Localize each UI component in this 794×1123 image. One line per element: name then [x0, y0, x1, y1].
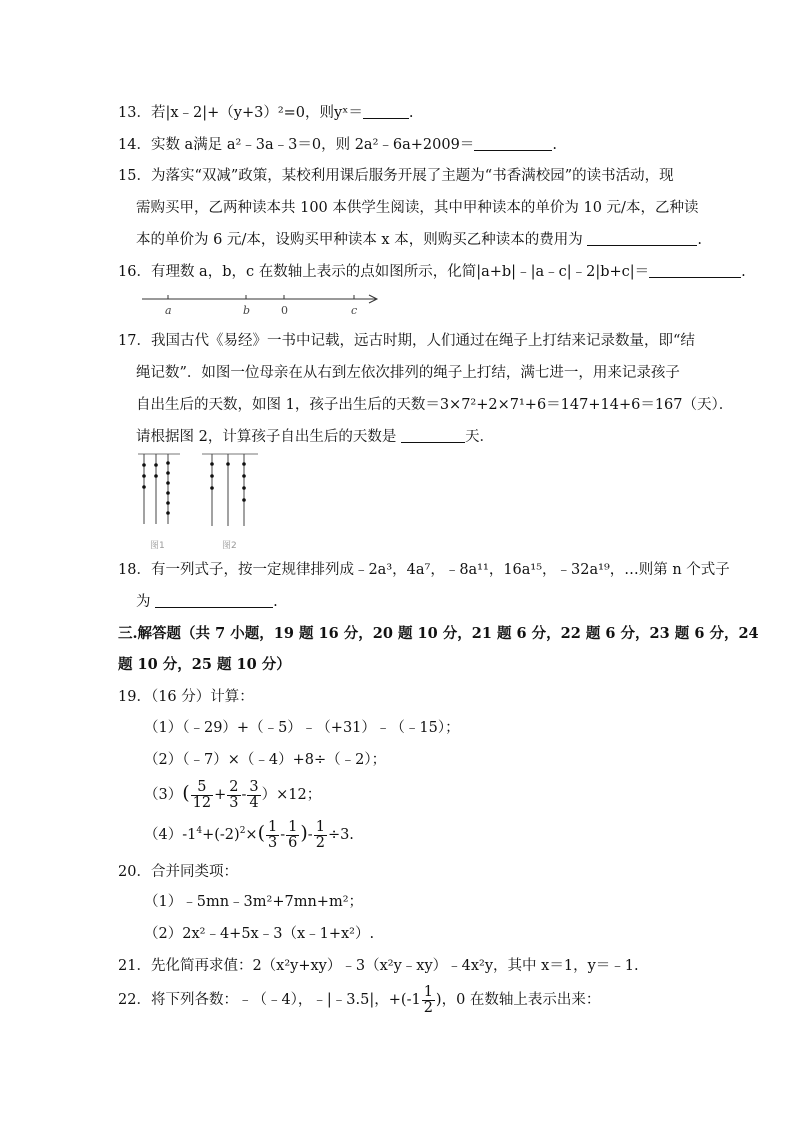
answer-blank[interactable]: [587, 230, 697, 246]
knot: [242, 462, 246, 466]
axis-label-a: a: [165, 304, 172, 317]
question-15-line3: 本的单价为 6 元/本，设购买甲种读本 x 本，则购买乙种读本的费用为 .: [136, 232, 702, 248]
knot: [142, 485, 146, 489]
knot: [166, 471, 170, 475]
question-19: 19．（16 分）计算：: [118, 689, 254, 705]
question-14: 14．实数 a满足 a²﹣3a﹣3＝0，则 2a²﹣6a+2009＝ .: [118, 137, 557, 153]
answer-blank[interactable]: [155, 592, 273, 608]
section-3-heading-line2: 题 10 分，25 题 10 分）: [118, 656, 291, 673]
axis-label-0: 0: [281, 304, 288, 317]
question-20: 20．合并同类项：: [118, 864, 238, 880]
question-17-line4: 请根据图 2，计算孩子自出生后的天数是 天．: [136, 429, 494, 445]
question-18-line2: 为 .: [136, 594, 278, 610]
knot: [242, 474, 246, 478]
question-20-part-2: （2）2x²﹣4+5x﹣3（x﹣1+x²）.: [144, 926, 375, 942]
question-13: 13．若|x﹣2|+（y+3）²=0，则yˣ＝ .: [118, 105, 414, 121]
knot: [166, 481, 170, 485]
number-line-figure: [138, 290, 388, 320]
axis-label-b: b: [243, 304, 251, 317]
knot: [142, 474, 146, 478]
question-17: 17．我国古代《易经》一书中记载，远古时期，人们通过在绳子上打结来记录数量，即“结: [118, 333, 695, 349]
question-15-line2: 需购买甲，乙两种读本共 100 本供学生阅读，其中甲种读本的单价为 10 元/本，乙种读: [136, 200, 699, 216]
question-18: 18．有一列式子，按一定规律排列成﹣2a³，4a⁷，﹣8a¹¹，16a¹⁵，﹣32a¹⁹，…则第 n 个式子: [118, 562, 730, 578]
axis-label-c: c: [351, 304, 358, 317]
question-21: 21．先化简再求值：2（x²y+xy）﹣3（x²y﹣xy）﹣4x²y，其中 x＝1，y＝﹣1.: [118, 958, 639, 974]
question-19-part-1: （1）（﹣29）+（﹣5）﹣（+31）﹣（﹣15）；: [144, 720, 460, 736]
question-15: 15．为落实“双减”政策，某校利用课后服务开展了主题为“书香满校园”的读书活动，现: [118, 168, 674, 184]
knot: [166, 511, 170, 515]
knot-rope-figures: [136, 450, 276, 556]
question-20-part-1: （1）﹣5mn﹣3m²+7mn+m²；: [144, 894, 364, 910]
figure-1-label: 图1: [150, 541, 165, 551]
section-3-heading: 三.解答题（共 7 小题，19 题 16 分，20 题 10 分，21 题 6 分，22 题 6 分，23 题 6 分，24: [118, 625, 759, 642]
knot: [166, 461, 170, 465]
question-17-line2: 绳记数”．如图一位母亲在从右到左依次排列的绳子上打结，满七进一，用来记录孩子: [136, 365, 680, 381]
question-19-part-2: （2）（﹣7）×（﹣4）+8÷（﹣2）；: [144, 752, 387, 768]
answer-blank[interactable]: [401, 427, 465, 443]
question-16: 16．有理数 a，b，c 在数轴上表示的点如图所示，化简|a+b|﹣|a﹣c|﹣2|b+c|＝ .: [118, 264, 746, 280]
knot: [142, 463, 146, 467]
answer-blank[interactable]: [474, 135, 552, 151]
knot: [210, 486, 214, 490]
knot: [242, 486, 246, 490]
question-22: 22．将下列各数：﹣（﹣4），﹣|﹣3.5|，+(-1 $\frac{1}{2}$ )，0 在数轴上表示出来：: [118, 983, 601, 1016]
knot: [166, 501, 170, 505]
knot: [154, 474, 158, 478]
knot: [166, 491, 170, 495]
figure-2-label: 图2: [222, 541, 237, 551]
answer-blank[interactable]: [649, 262, 741, 278]
answer-blank[interactable]: [363, 103, 409, 119]
question-19-part-4: $(4)-1^4+(-2)^2\times$( $\frac{1}{3}$ - $\frac{1}{6}$ )- $\frac{1}{2}$ ÷3.: [144, 818, 354, 851]
knot: [210, 474, 214, 478]
knot: [242, 498, 246, 502]
question-17-line3: 自出生后的天数，如图 1，孩子出生后的天数＝3×7²+2×7¹+6＝147+14+6＝167（天）．: [136, 397, 734, 413]
knot: [226, 462, 230, 466]
knot: [154, 463, 158, 467]
question-19-part-3: （3）( $\frac{5}{12}$ + $\frac{2}{3}$ - $\frac{3}{4}$ ）×12；: [144, 778, 322, 811]
knot: [210, 462, 214, 466]
